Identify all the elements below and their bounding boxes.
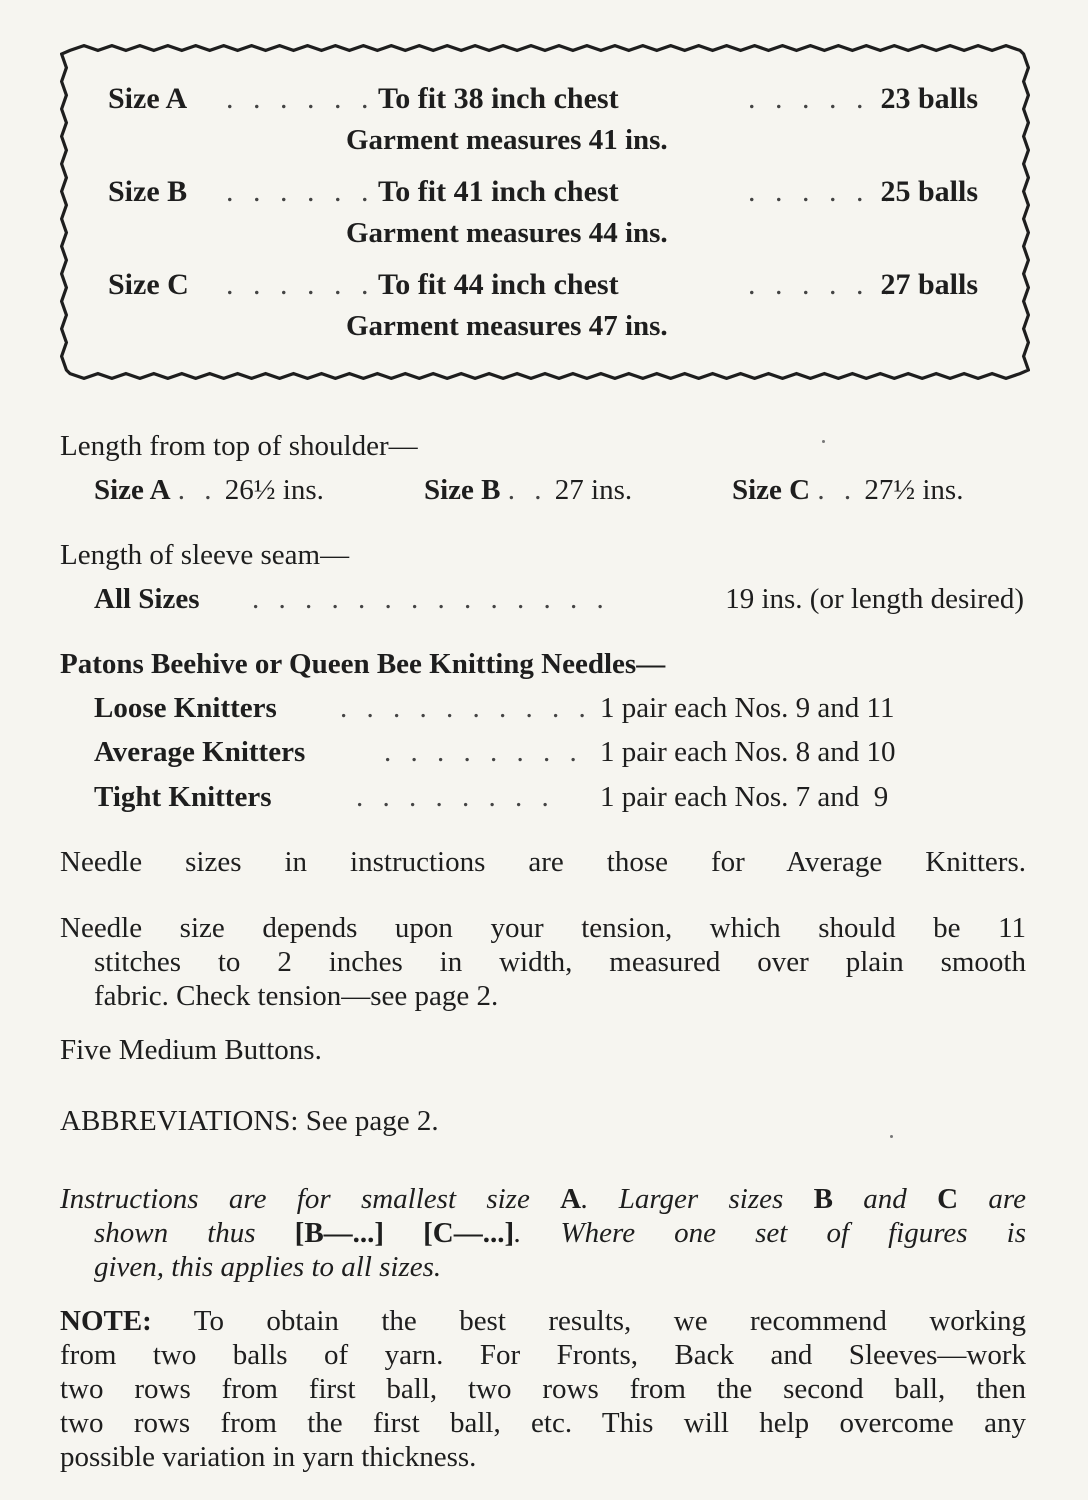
instr-text: and xyxy=(832,1183,938,1215)
note-line: two rows from first ball, two rows from the second ball, then xyxy=(60,1373,1026,1405)
needle-label-tight: Tight Knitters xyxy=(94,781,272,813)
size-b-length: 27 ins. xyxy=(554,474,633,506)
shoulder-length-heading: Length from top of shoulder— xyxy=(60,430,418,462)
instructions-paragraph xyxy=(60,1182,1026,1284)
dot-leader: . . . . . . xyxy=(226,175,375,208)
note-line: from two balls of yarn. For Fronts, Back and Sleeves—work xyxy=(60,1339,1026,1371)
fit-chest: To fit 41 inch chest xyxy=(378,175,619,208)
dot-leader: . . xyxy=(177,474,218,506)
ball-count: 23 balls xyxy=(880,82,978,115)
fit-chest: To fit 44 inch chest xyxy=(378,268,619,301)
abbreviations-note: ABBREVIATIONS: See page 2. xyxy=(60,1105,439,1137)
tension-line: Needle size depends upon your tension, which should be 11 xyxy=(60,912,1026,944)
size-label: Size C xyxy=(108,268,189,301)
ball-count: 25 balls xyxy=(880,175,978,208)
needle-value-tight: 1 pair each Nos. 7 and 9 xyxy=(600,781,889,813)
tension-paragraph xyxy=(60,911,1026,1013)
instr-size-c: C xyxy=(937,1183,959,1215)
sleeve-heading: Length of sleeve seam— xyxy=(60,539,350,571)
ball-count: 27 balls xyxy=(880,268,978,301)
needle-value-loose: 1 pair each Nos. 9 and 11 xyxy=(600,692,895,724)
shoulder-length-c xyxy=(732,474,963,507)
needle-value-average: 1 pair each Nos. 8 and 10 xyxy=(600,736,896,768)
dot-leader: . . . . . . xyxy=(748,82,897,115)
needle-label-loose: Loose Knitters xyxy=(94,692,277,724)
shoulder-length-b xyxy=(424,474,632,507)
needle-size-note: Needle sizes in instructions are those for Average Knitters. xyxy=(60,846,1026,878)
shoulder-length-values xyxy=(94,474,324,507)
needles-heading: Patons Beehive or Queen Bee Knitting Needles— xyxy=(60,648,666,680)
size-row-c xyxy=(108,268,978,304)
instructions-line: given, this applies to all sizes. xyxy=(94,1251,442,1283)
size-label: Size B xyxy=(108,175,188,208)
size-b-label: Size B xyxy=(424,474,501,506)
garment-measure-a: Garment measures 41 ins. xyxy=(346,124,668,156)
instr-text: shown thus xyxy=(94,1217,295,1249)
size-a-length: 26½ ins. xyxy=(224,474,324,506)
size-row-b xyxy=(108,175,978,211)
dot-leader: . . . . . . . . xyxy=(356,781,555,813)
dot-leader: . . . . . . xyxy=(226,268,375,301)
instr-size-b: B xyxy=(813,1183,833,1215)
sleeve-label: All Sizes xyxy=(94,583,200,615)
dot-leader: . . . . . . . . . . . . . . xyxy=(252,583,610,615)
instr-bracket-example: [B—...] [C—...] xyxy=(294,1217,515,1249)
fit-chest: To fit 38 inch chest xyxy=(378,82,619,115)
tension-line: fabric. Check tension—see page 2. xyxy=(94,980,499,1012)
size-c-length: 27½ ins. xyxy=(864,474,964,506)
dot-leader: . . . . . . . . xyxy=(384,736,583,768)
size-a-label: Size A xyxy=(94,474,171,506)
instr-size-a: A xyxy=(560,1183,582,1215)
needle-label-average: Average Knitters xyxy=(94,736,306,768)
print-speck xyxy=(890,1135,893,1138)
note-label: NOTE: xyxy=(60,1305,152,1337)
dot-leader: . . . . . . xyxy=(748,268,897,301)
instr-text: are xyxy=(958,1183,1027,1215)
dot-leader: . . . . . . . . . . . xyxy=(340,692,619,724)
instructions-line xyxy=(60,1182,1026,1216)
size-label: Size A xyxy=(108,82,188,115)
instructions-line xyxy=(60,1216,1026,1250)
garment-measure-c: Garment measures 47 ins. xyxy=(346,310,668,342)
dot-leader: . . . . . . xyxy=(226,82,375,115)
print-speck xyxy=(822,440,825,443)
buttons-note: Five Medium Buttons. xyxy=(60,1034,322,1066)
note-line: two rows from the first ball, etc. This will help overcome any xyxy=(60,1407,1026,1439)
garment-measure-b: Garment measures 44 ins. xyxy=(346,217,668,249)
note-line xyxy=(60,1304,1026,1338)
size-row-a xyxy=(108,82,978,118)
size-table-box xyxy=(60,44,1030,380)
instr-text: . Larger sizes xyxy=(581,1183,814,1215)
note-paragraph xyxy=(60,1304,1026,1474)
tension-line: stitches to 2 inches in width, measured over plain smooth xyxy=(94,946,1026,978)
instr-text: . Where one set of figures is xyxy=(514,1217,1026,1249)
sleeve-value: 19 ins. (or length desired) xyxy=(725,583,1024,615)
dot-leader: . . xyxy=(817,474,858,506)
dot-leader: . . xyxy=(507,474,548,506)
dot-leader: . . . . . . xyxy=(748,175,897,208)
instr-text: Instructions are for smallest size xyxy=(60,1183,561,1215)
note-text: To obtain the best results, we recommend working xyxy=(151,1305,1026,1337)
size-c-label: Size C xyxy=(732,474,811,506)
note-line: possible variation in yarn thickness. xyxy=(60,1441,477,1473)
